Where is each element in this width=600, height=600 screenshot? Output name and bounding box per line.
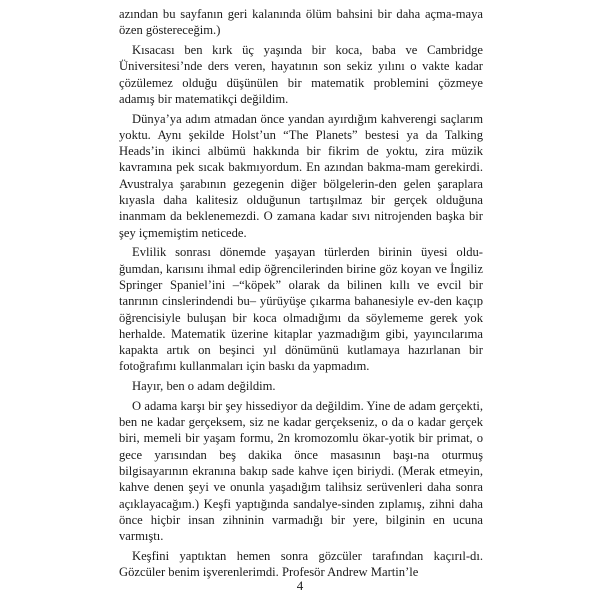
paragraph-3: Dünya’ya adım atmadan önce yandan ayırdığım kahverengi saçlarım yoktu. Aynı şekilde Holst’un “The Planets” bestesi ya da Talking Heads’in ikinci albümü hakkında bir fikrim de yoktu, zira müzik kavramına pek sıcak bakmıyordum. En azından bakma-mam gerekirdi. Avustralya şarabının gezegenin diğer bölgelerin-den gelen şaraplara kıyasla daha kalitesiz olduğunun tartışılmaz bir gerçek olduğuna inanmam da beklenemezdi. O zamana kadar sıvı nitrojenden başka bir şey içmemiştim neticede. — [119, 111, 483, 240]
paragraph-2: Kısacası ben kırk üç yaşında bir koca, baba ve Cambridge Üniversitesi’nde ders veren, hayatının son sekiz yılını o vakte kadar çözülemez olduğu düşünülen bir matematik problemini çözmeye adamış bir matematikçi değildim. — [119, 42, 483, 106]
paragraph-6: O adama karşı bir şey hissediyor da değildim. Yine de adam gerçekti, ben ne kadar gerçeksem, siz ne kadar gerçekseniz, o da o kadar gerçek biri, memeli bir yaşam formu, 2n kromozomlu ökar-yotik bir primat, o gece yarısından beş dakika önce masasının başı-na oturmuş bilgisayarının ekranına bakıp sade kahve içen biriydi. (Merak etmeyin, kahve denen şeyi ve onunla yaşadığım talihsiz serüvenleri daha sonra açıklayacağım.) Keşfi yaptığında sandalye-sinden zıplamış, zihni daha önce hiçbir insan zihninin varmadığı bir yere, bilginin en ucuna varmıştı. — [119, 398, 483, 544]
body-text — [119, 6, 483, 584]
paragraph-4: Evlilik sonrası dönemde yaşayan türlerden birinin üyesi oldu-ğumdan, karısını ihmal edip öğrencilerinden birine göz koyan ve İngiliz Springer Spaniel’ini –“köpek” olarak da bilinen kıllı ve evcil bir tanrının cinslerindendi bu– yürüyüşe çıkarma bahanesiyle ev-den kaçıp öğrencisiyle buluşan bir koca olmadığımı da söylememe gerek yok herhalde. Matematik üzerine kitaplar yazmadığım gibi, yayıncılarıma kapakta artık on beşinci yıl dönümünü kutlamaya hazırlanan bir fotoğrafımı kullanmaları için baskı da yapmadım. — [119, 245, 483, 374]
paragraph-5: Hayır, ben o adam değildim. — [132, 379, 276, 394]
paragraph-1: azından bu sayfanın geri kalanında ölüm bahsini bir daha açma-maya özen göstereceğim.) — [119, 7, 483, 38]
page-number: 4 — [296, 578, 304, 593]
paragraph-7: Keşfini yaptıktan hemen sonra gözcüler tarafından kaçırıl-dı. Gözcüler benim işverenlerimdi. Profesör Andrew Martin’le — [119, 548, 483, 580]
